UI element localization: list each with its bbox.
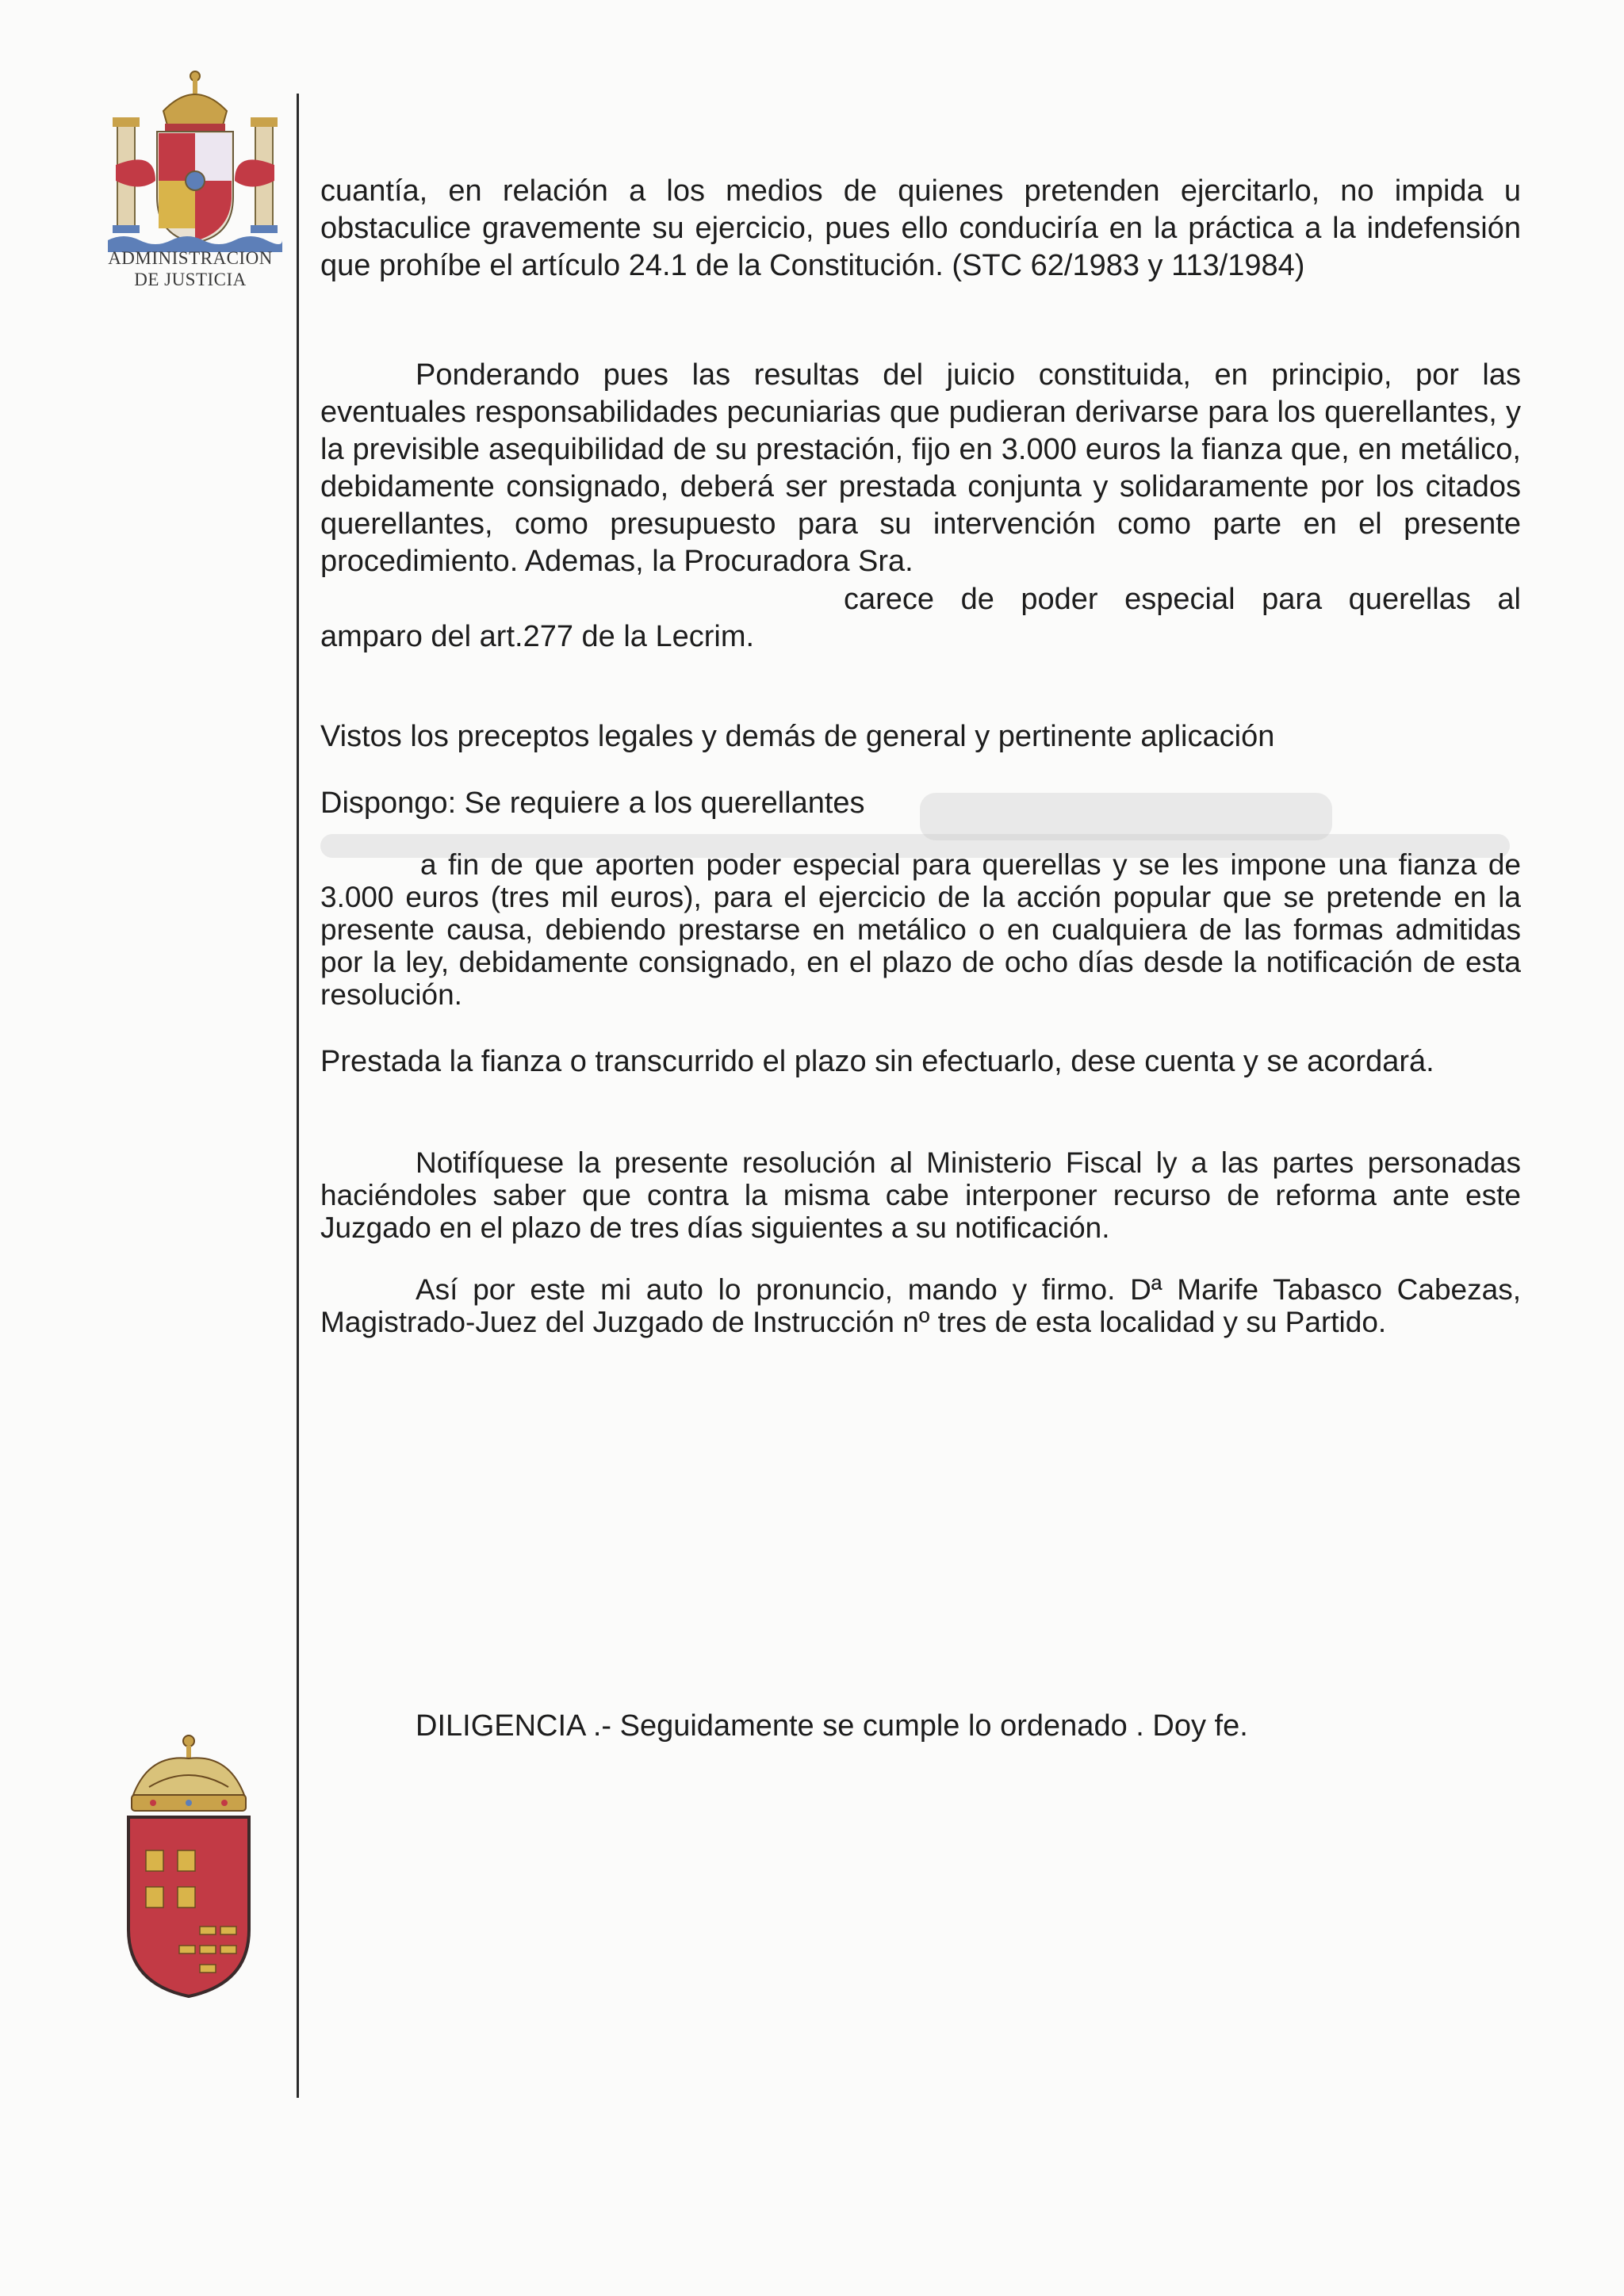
diligencia xyxy=(416,1708,1521,1745)
paragraph-5-text: Prestada la fianza o transcurrido el plazo sin efectuarlo, dese cuenta y se acordará. xyxy=(320,1045,1434,1078)
paragraph-1 xyxy=(320,173,1521,285)
paragraph-2-cont-text: carece de poder especial para querellas al xyxy=(844,583,1521,616)
paragraph-7-text: Así por este mi auto lo pronuncio, mando y firmo. Dª Marife Tabasco Cabezas, Magistrado-Juez del Juzgado de Instrucción nº tres de esta localidad y su Partido. xyxy=(320,1273,1521,1338)
paragraph-2 xyxy=(320,357,1521,580)
paragraph-3-text: Vistos los preceptos legales y demás de general y pertinente aplicación xyxy=(320,720,1275,753)
paragraph-3 xyxy=(320,718,1521,756)
paragraph-6 xyxy=(320,1146,1521,1244)
paragraph-4-cont-text: a fin de que aporten poder especial para querellas y se les impone una fianza de 3.000 euros (tres mil euros), para el ejercicio de la acción popular que se pretende en la presente causa, debiendo prestarse en metálico o en cualquiera de las formas admitidas por la ley, debidamente consignado, en el plazo de ocho días desde la notificación de esta resolución. xyxy=(320,848,1521,1011)
logo-caption xyxy=(95,247,285,290)
paragraph-5 xyxy=(320,1043,1521,1081)
paragraph-4-continuation xyxy=(320,848,1521,1011)
paragraph-2-end-text: amparo del art.277 de la Lecrim. xyxy=(320,620,755,653)
redaction-smudge xyxy=(920,793,1332,840)
caption-line-1: ADMINISTRACION xyxy=(108,248,273,268)
dispongo-label: Dispongo xyxy=(320,786,448,820)
paragraph-6-text: Notifíquese la presente resolución al Ministerio Fiscal ly a las partes personadas haciéndoles saber que contra la misma cabe interponer recurso de reforma ante este Juzgado en el plazo de tres días siguientes a su notificación. xyxy=(320,1146,1521,1244)
dispongo-text: : Se requiere a los querellantes xyxy=(447,786,865,820)
caption-line-2: DE JUSTICIA xyxy=(134,270,247,289)
diligencia-text: DILIGENCIA .- Seguidamente se cumple lo ordenado . Doy fe. xyxy=(416,1709,1248,1743)
paragraph-1-text: cuantía, en relación a los medios de quienes pretenden ejercitarlo, no impida u obstaculice gravemente su ejercicio, pues ello conduciría en la práctica a la indefensión que prohíbe el artículo 24.1 de la Constitución. (STC 62/1983 y 113/1984) xyxy=(320,174,1521,282)
murcia-coat-of-arms-logo xyxy=(117,1732,260,2001)
paragraph-2-end xyxy=(320,618,1521,656)
paragraph-2-text: Ponderando pues las resultas del juicio constituida, en principio, por las eventuales responsabilidades pecuniarias que pudieran derivarse para los querellantes, y la previsible asequibilidad de su prestación, fijo en 3.000 euros la fianza que, en metálico, debidamente consignado, deberá ser prestada conjunta y solidaramente por los citados querellantes, como presupuesto para su intervención como parte en el presente procedimiento. Ademas, la Procuradora Sra. xyxy=(320,358,1521,578)
paragraph-2-continuation xyxy=(844,581,1521,618)
margin-rule xyxy=(297,94,299,2098)
spain-coat-of-arms-logo xyxy=(108,62,282,252)
paragraph-7 xyxy=(320,1273,1521,1338)
